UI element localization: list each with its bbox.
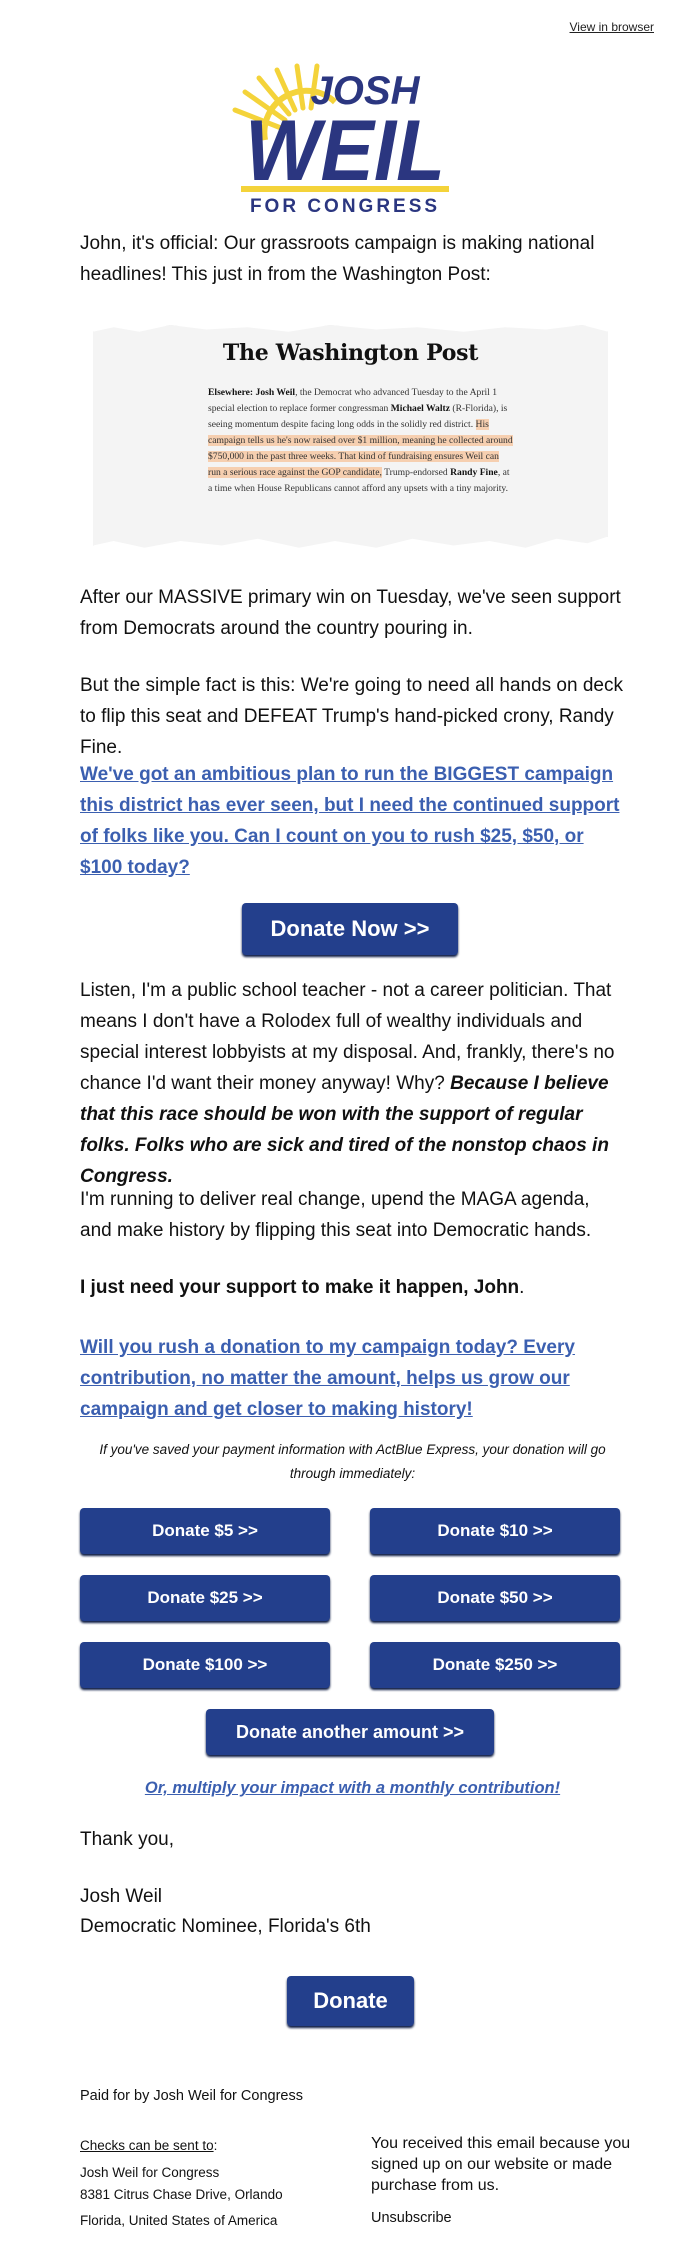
clip-text-4: , at a time when House Republicans cannot afford any upsets with a tiny majority.	[208, 467, 510, 494]
donate-25-button[interactable]: Donate $25 >>	[80, 1575, 330, 1621]
support-text	[80, 1272, 625, 1303]
checks-label	[80, 2135, 217, 2157]
signoff-title: Democratic Nominee, Florida's 6th	[80, 1916, 371, 1937]
clip-text-3: Trump-endorsed	[381, 467, 451, 478]
logo-line-josh: JOSH	[310, 69, 420, 113]
checks-label-colon: :	[213, 2138, 218, 2153]
rush-donation-link[interactable]: Will you rush a donation to my campaign today? Every contribution, no matter the amount, helps us grow our campaign and get closer to making history!	[80, 1337, 575, 1420]
donate-now-button[interactable]: Donate Now >>	[242, 903, 458, 955]
signoff-thanks: Thank you,	[80, 1829, 174, 1850]
unsubscribe-link[interactable]: Unsubscribe	[371, 2210, 452, 2226]
address-line-3: Florida, United States of America	[80, 2213, 278, 2228]
clip-lead: Elsewhere:	[208, 387, 254, 398]
clip-text-1: , the Democrat who advanced Tuesday to the April 1 special election to replace former congressman	[208, 387, 498, 414]
clip-name-waltz: Michael Waltz	[390, 403, 450, 414]
view-in-browser-link[interactable]: View in browser	[569, 20, 654, 34]
checks-label-text: Checks can be sent to	[80, 2138, 214, 2153]
intro-text: John, it's official: Our grassroots campaign is making national headlines! This just in from the Washington Post:	[80, 233, 595, 285]
monthly-contribution-link[interactable]: Or, multiply your impact with a monthly contribution!	[144, 1779, 561, 1797]
logo-line-weil: WEIL	[245, 103, 445, 199]
teacher-text	[80, 975, 625, 1192]
simple-fact-text: But the simple fact is this: We're going to need all hands on deck to flip this seat and DEFEAT Trump's hand-picked crony, Randy Fine.	[80, 675, 623, 758]
wapo-masthead: The Washington Post	[222, 340, 479, 366]
campaign-logo	[225, 62, 465, 217]
donate-50-button[interactable]: Donate $50 >>	[370, 1575, 620, 1621]
donate-another-amount-button[interactable]: Donate another amount >>	[206, 1709, 494, 1755]
teacher-text-emphasis: Because I believe that this race should be won with the support of regular folks. Folks who are sick and tired of the nonstop chaos in Congress.	[80, 1073, 609, 1187]
actblue-note: If you've saved your payment information with ActBlue Express, your donation will go through immediately:	[99, 1442, 606, 1481]
support-text-bold: I just need your support to make it happen, John	[80, 1277, 520, 1298]
teacher-text-plain: Listen, I'm a public school teacher - not a career politician. That means I don't have a Rolodex full of wealthy individuals and special interest lobbyists at my disposal. And, frankly, there's no chance I'd want their money anyway! Why?	[80, 980, 615, 1094]
clip-name-fine: Randy Fine	[450, 467, 498, 478]
clip-highlight: His campaign tells us he's now raised over $1 million, meaning he collected around $750,000 in the past three weeks. That kind of fundraising ensures Weil can run a serious race against the GOP candidate,	[208, 419, 513, 478]
sun-rays-icon	[225, 62, 465, 217]
support-text-period: .	[519, 1277, 525, 1298]
logo-line-for-congress: FOR CONGRESS	[249, 196, 441, 217]
paid-for-text: Paid for by Josh Weil for Congress	[80, 2088, 303, 2104]
donate-button[interactable]: Donate	[287, 1976, 414, 2026]
donate-250-button[interactable]: Donate $250 >>	[370, 1642, 620, 1688]
ambitious-plan-link[interactable]: We've got an ambitious plan to run the BIGGEST campaign this district has ever seen, but I need the continued support of folks like you. Can I count on you to rush $25, $50, or $100 today?	[80, 764, 620, 878]
running-text: I'm running to deliver real change, upend the MAGA agenda, and make history by flipping this seat into Democratic hands.	[80, 1189, 592, 1241]
signoff-name: Josh Weil	[80, 1886, 163, 1907]
address-line-2: 8381 Citrus Chase Drive, Orlando	[80, 2187, 283, 2202]
donate-100-button[interactable]: Donate $100 >>	[80, 1642, 330, 1688]
clip-text-2: (R-Florida), is seeing momentum despite facing long odds in the solidly red district.	[208, 403, 508, 430]
received-email-notice: You received this email because you signed up on our website or made purchase from us.	[371, 2135, 631, 2194]
washington-post-clipping	[93, 325, 608, 550]
address-line-1: Josh Weil for Congress	[80, 2165, 220, 2180]
primary-win-text: After our MASSIVE primary win on Tuesday, we've seen support from Democrats around the country pouring in.	[80, 587, 621, 639]
clipping-article-text	[208, 385, 513, 497]
clip-name-weil: Josh Weil	[255, 387, 296, 398]
donate-5-button[interactable]: Donate $5 >>	[80, 1508, 330, 1554]
donate-10-button[interactable]: Donate $10 >>	[370, 1508, 620, 1554]
